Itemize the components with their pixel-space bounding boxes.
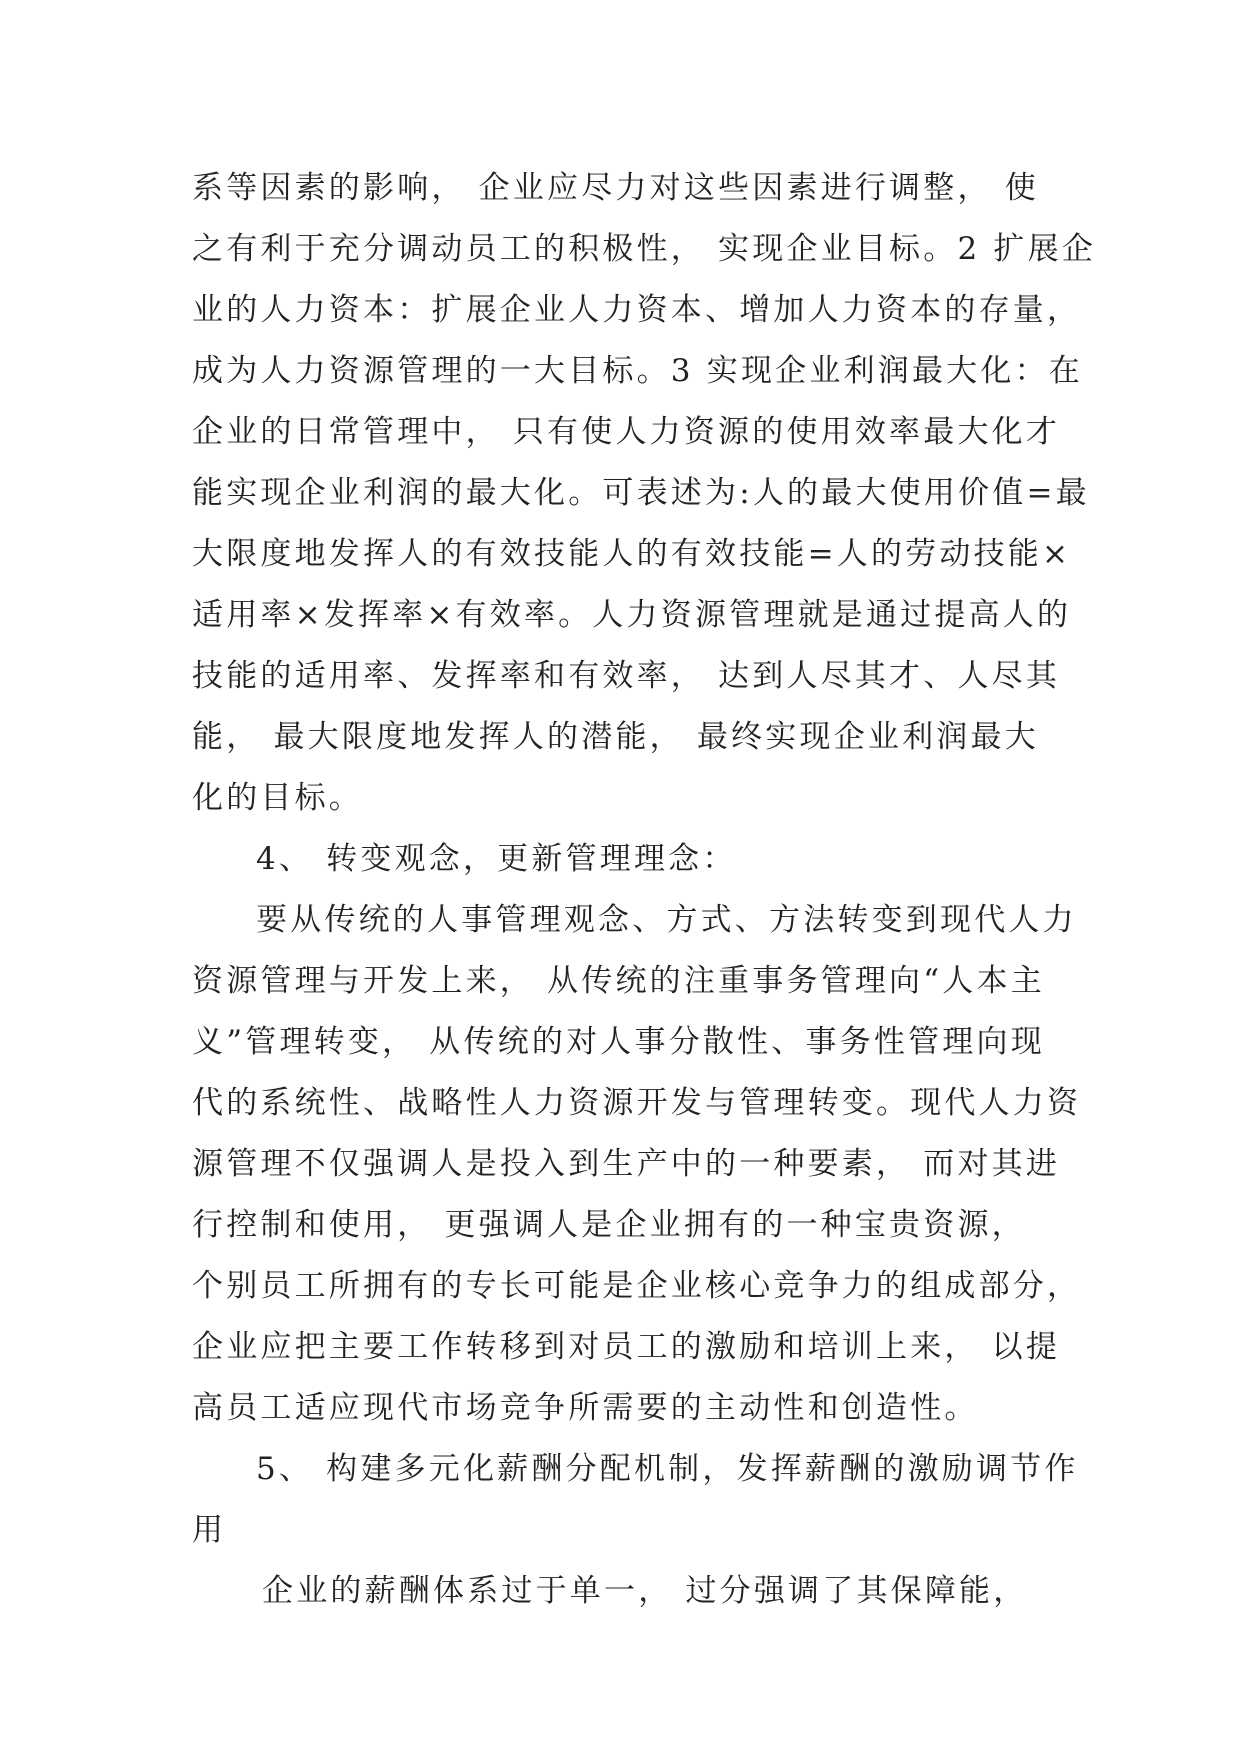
text-line: 适用率×发挥率×有效率。人力资源管理就是通过提高人的 xyxy=(192,597,1072,633)
text-line: 代的系统性、战略性人力资源开发与管理转变。现代人力资 xyxy=(192,1085,1082,1121)
text-line: 要从传统的人事管理观念、方式、方法转变到现代人力 xyxy=(256,902,1077,938)
text-line: 行控制和使用， 更强调人是企业拥有的一种宝贵资源， xyxy=(192,1207,1026,1243)
text-line: 企业应把主要工作转移到对员工的激励和培训上来， 以提 xyxy=(192,1329,1061,1365)
text-line: 业的人力资本：扩展企业人力资本、增加人力资本的存量， xyxy=(192,292,1082,328)
text-line: 大限度地发挥人的有效技能人的有效技能=人的劳动技能× xyxy=(192,536,1072,572)
text-line: 技能的适用率、发挥率和有效率， 达到人尽其才、人尽其 xyxy=(192,658,1061,694)
body-text xyxy=(192,158,1097,1622)
text-line: 能， 最大限度地发挥人的潜能， 最终实现企业利润最大 xyxy=(192,719,1039,755)
text-line: 能实现企业利润的最大化。可表述为:人的最大使用价值=最 xyxy=(192,475,1090,511)
text-line: 企业的日常管理中， 只有使人力资源的使用效率最大化才 xyxy=(192,414,1061,450)
section-heading-5: 5、 构建多元化薪酬分配机制，发挥薪酬的激励调节作 xyxy=(256,1451,1079,1487)
text-line: 资源管理与开发上来， 从传统的注重事务管理向“人本主 xyxy=(192,963,1045,999)
text-line: 个别员工所拥有的专长可能是企业核心竞争力的组成部分， xyxy=(192,1268,1082,1304)
text-line: 源管理不仅强调人是投入到生产中的一种要素， 而对其进 xyxy=(192,1146,1061,1182)
text-line: 之有利于充分调动员工的积极性， 实现企业目标。2 扩展企 xyxy=(192,231,1097,267)
text-line: 化的目标。 xyxy=(192,780,363,816)
text-line: 高员工适应现代市场竞争所需要的主动性和创造性。 xyxy=(192,1390,979,1426)
text-line: 用 xyxy=(192,1512,227,1548)
text-line: 系等因素的影响， 企业应尽力对这些因素进行调整， 使 xyxy=(192,170,1039,206)
text-line: 义”管理转变， 从传统的对人事分散性、事务性管理向现 xyxy=(192,1024,1045,1060)
text-line: 企业的薪酬体系过于单一， 过分强调了其保障能， xyxy=(262,1573,1028,1609)
section-heading-4: 4、 转变观念，更新管理理念： xyxy=(256,841,737,877)
text-line: 成为人力资源管理的一大目标。3 实现企业利润最大化：在 xyxy=(192,353,1083,389)
